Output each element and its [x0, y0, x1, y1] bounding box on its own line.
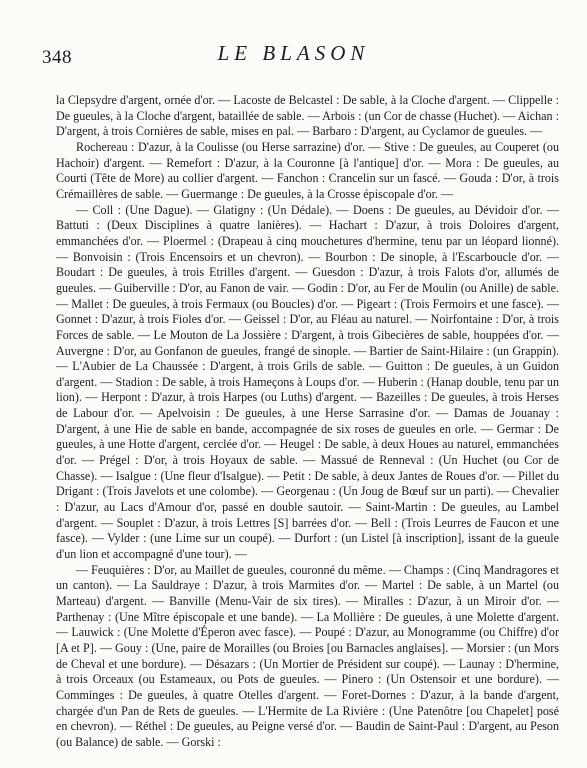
running-title: LE BLASON [217, 41, 370, 65]
paragraph-2: Rochereau : D'azur, à la Coulisse (ou Herse sarrazine) d'or. — Stive : De gueules, au Couperet (ou Hachoir) d'argent. — Remefort : D'azur, à la Couronne [à l'antique] d'or. — Mora : De gueules, au Courti (Tête de More) au collier d'argent. — Fanchon : Crancelin sur un fascé. — Gouda : D'or, à trois Crémaillères de sable. — Guermange : De gueules, à la Crosse épiscopale d'or. — [56, 139, 559, 201]
paragraph-4: — Feuquières : D'or, au Maillet de gueules, couronné du même. — Champs : (Cinq Mandragores et un canton). — La Sauldraye : D'azur, à trois Marmites d'or. — Martel : De sable, à un Martel (ou Marteau) d'argent. — Banville (Menu-Vair de six tires). — Miralles : D'azur, à un Miroir d'or. — Parthenay : (Une Mître épiscopale et une bande). — La Mollière : De gueules, à une Molette d'argent. — Lauwick : (Une Molette d'Éperon avec fasce). — Poupé : D'azur, au Monogramme (ou Chiffre) d'or [A et P]. — Gouy : (Une, paire de Morailles (ou Broies [ou Barnacles anglaises]. — Morsier : (un Mors de Cheval et une bordure). — Désazars : (Un Mortier de Président sur coupé). — Launay : D'hermine, à trois Orceaux (ou Estameaux, ou Pots de gueules. — Pinero : (Un Ostensoir et une bordure). — Comminges : De gueules, à quatre Otelles d'argent. — Foret-Dornes : D'azur, à la bande d'argent, chargée d'un Pan de Rets de gueules. — L'Hermite de La Rivière : (Une Patenôtre [ou Chapelet] posé en chevron). — Réthel : De gueules, au Peigne versé d'or. — Baudin de Saint-Paul : D'argent, au Peson (ou Balance) de sable. — Gorski : [56, 562, 559, 749]
paragraph-1: la Clepsydre d'argent, ornée d'or. — Lacoste de Belcastel : De sable, à la Cloche d'argent. — Clippelle : De gueules, à la Cloche d'argent, bataillée de sable. — Arbois : (un Cor de chasse (Huchet). — Aichan : D'argent, à trois Cornières de sable, mises en pal. — Barbaro : D'argent, au Cyclamor de gueules. — [56, 93, 559, 139]
body-text [56, 93, 559, 751]
paragraph-3: — Coll : (Une Dague). — Glatigny : (Un Dédale). — Doens : De gueules, au Dévidoir d'or. — Battuti : (Deux Disciplines à quatre lanières). — Hachart : D'azur, à trois Doloires d'argent, emmanchées d'or. — Ploermel : (Drapeau à cinq mouchetures d'hermine, tenu par un léopard lionné). — Bonvoisin : (Trois Encensoirs et un chevron). — Bourbon : De sinople, à l'Escarboucle d'or. — Boudart : De gueules, à trois Etrilles d'argent. — Guesdon : D'azur, à trois Falots d'or, allumés de gueules. — Guiberville : D'or, au Fanon de vair. — Godin : D'or, au Fer de Moulin (ou Anille) de sable. — Mallet : De gueules, à trois Fermaux (ou Boucles) d'or. — Pigeart : (Trois Fermoirs et une fasce). — Gonnet : D'azur, à trois Fioles d'or. — Geissel : D'or, au Fléau au naturel. — Noirfontaine : D'or, à trois Forces de sable. — Le Mouton de La Jossière : D'argent, à trois Gibecières de sable, houppées d'or. — Auvergne : D'or, au Gonfanon de gueules, frangé de sinople. — Bartier de Saint-Hilaire : (un Grappin). — L'Aubier de La Chaussée : D'argent, à trois Grils de sable. — Guitton : De gueules, à un Guidon d'argent. — Stadion : De sable, à trois Hameçons à Loups d'or. — Huberin : (Hanap double, tenu par un lion). — Herpont : D'azur, à trois Harpes (ou Luths) d'argent. — Bazeilles : De gueules, à trois Herses de Labour d'or. — Apelvoisin : De gueules, à une Herse Sarrasine d'or. — Damas de Jouanay : D'argent, à une Hie de sable en bande, accompagnée de six roses de gueules en orle. — Germar : De gueules, à une Hotte d'argent, cerclée d'or. — Heugel : De sable, à deux Houes au naturel, emmanchées d'or. — Prégel : D'or, à trois Hoyaux de sable. — Massué de Renneval : (Un Huchet (ou Cor de Chasse). — Isalgue : (Une fleur d'Isalgue). — Petit : De sable, à deux Jantes de Roues d'or. — Pillet du Drigant : (Trois Javelots et une colombe). — Georgenau : (Un Joug de Bœuf sur un parti). — Chevalier : D'azur, au Lacs d'Amour d'or, passé en double sautoir. — Saint-Martin : De gueules, au Lambel d'argent. — Souplet : D'azur, à trois Lettres [S] barrées d'or. — Bell : (Trois Leurres de Faucon et une fasce). — Vylder : (une Lime sur un coupé). — Durfort : (un Listel [à inscription], issant de la gueule d'un lion et accompagné d'une tour). — [56, 202, 559, 562]
page-number: 348 [42, 47, 72, 68]
